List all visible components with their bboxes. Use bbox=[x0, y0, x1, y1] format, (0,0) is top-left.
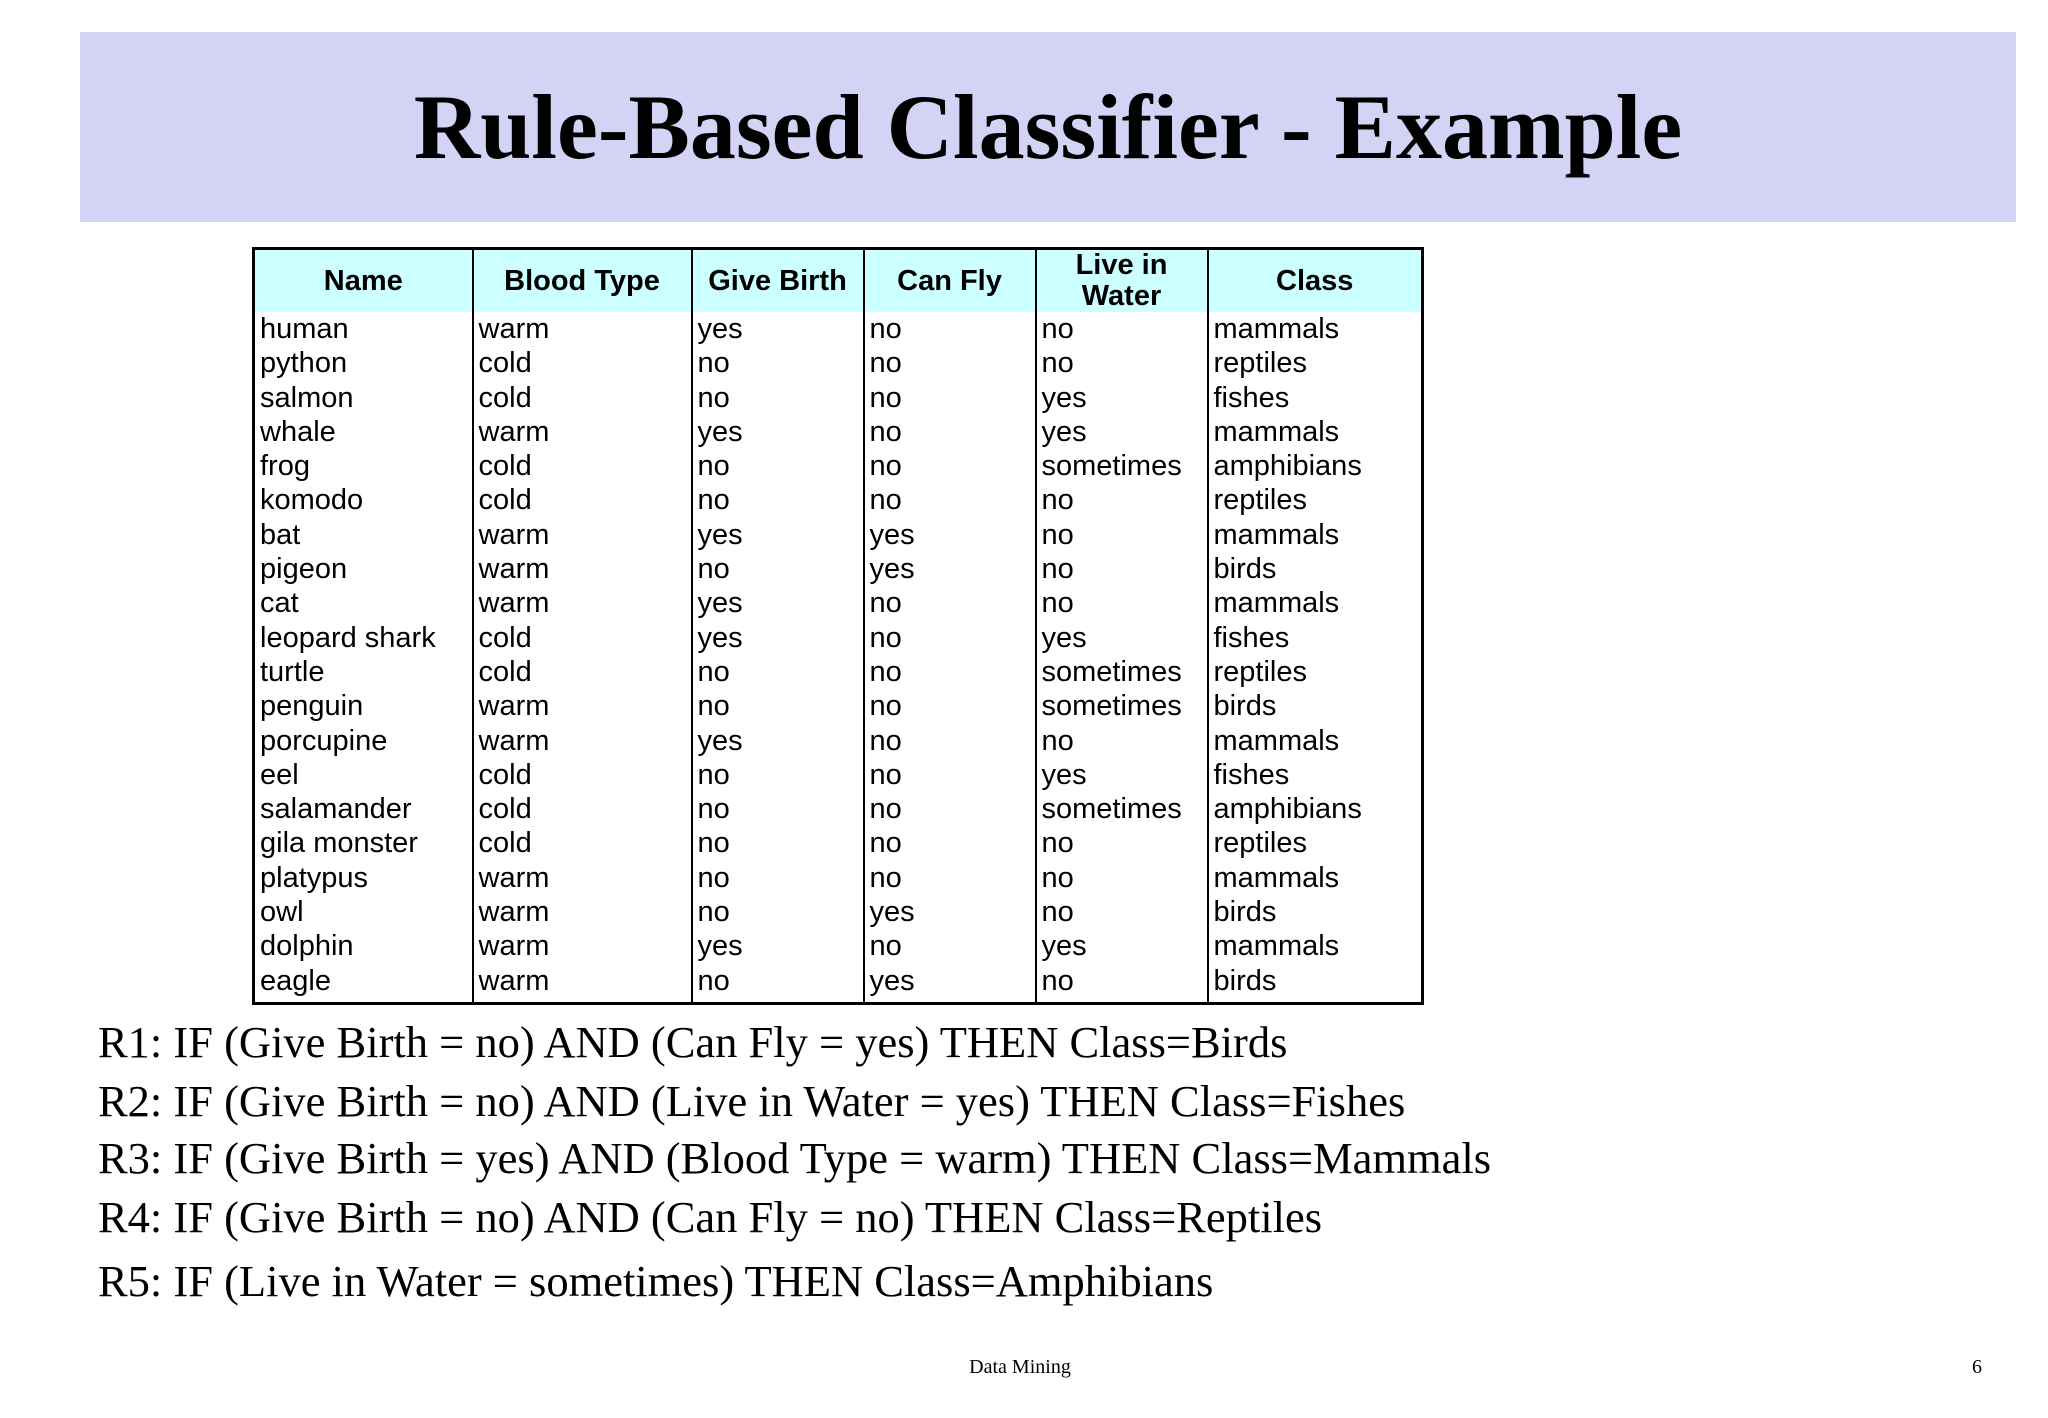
table-cell: no bbox=[1036, 964, 1208, 1004]
table-cell: yes bbox=[864, 895, 1036, 929]
table-cell: warm bbox=[473, 415, 692, 449]
table-cell: warm bbox=[473, 518, 692, 552]
table-cell: fishes bbox=[1208, 621, 1423, 655]
table-cell: no bbox=[864, 586, 1036, 620]
table-cell: cold bbox=[473, 449, 692, 483]
rule-r5: R5: IF (Live in Water = sometimes) THEN Class=Amphibians bbox=[98, 1256, 1214, 1306]
table-cell: yes bbox=[692, 586, 864, 620]
rule-r3: R3: IF (Give Birth = yes) AND (Blood Type = warm) THEN Class=Mammals bbox=[98, 1133, 1492, 1183]
table-row bbox=[254, 792, 1423, 826]
table-cell: no bbox=[1036, 552, 1208, 586]
table-row bbox=[254, 724, 1423, 758]
table-header-row bbox=[254, 249, 1423, 313]
table-row bbox=[254, 552, 1423, 586]
header-can-fly: Can Fly bbox=[864, 249, 1036, 313]
table-cell: cold bbox=[473, 655, 692, 689]
table-cell: eagle bbox=[254, 964, 473, 1004]
table-cell: salamander bbox=[254, 792, 473, 826]
table-cell: birds bbox=[1208, 964, 1423, 1004]
table-cell: yes bbox=[1036, 758, 1208, 792]
table-cell: yes bbox=[864, 552, 1036, 586]
table-cell: mammals bbox=[1208, 312, 1423, 346]
table-cell: sometimes bbox=[1036, 792, 1208, 826]
table-cell: no bbox=[864, 346, 1036, 380]
table-cell: no bbox=[864, 655, 1036, 689]
table-row bbox=[254, 381, 1423, 415]
table-cell: no bbox=[1036, 518, 1208, 552]
table-cell: yes bbox=[692, 929, 864, 963]
table-cell: fishes bbox=[1208, 381, 1423, 415]
table-row bbox=[254, 964, 1423, 1004]
header-live-in-water: Live in Water bbox=[1036, 249, 1208, 313]
table-cell: no bbox=[864, 415, 1036, 449]
table-cell: no bbox=[692, 895, 864, 929]
table-row bbox=[254, 586, 1423, 620]
table-row bbox=[254, 689, 1423, 723]
table-cell: human bbox=[254, 312, 473, 346]
table-cell: mammals bbox=[1208, 518, 1423, 552]
table-cell: cold bbox=[473, 346, 692, 380]
table-cell: warm bbox=[473, 964, 692, 1004]
table-cell: warm bbox=[473, 724, 692, 758]
table-cell: salmon bbox=[254, 381, 473, 415]
table-cell: yes bbox=[692, 621, 864, 655]
table-cell: reptiles bbox=[1208, 826, 1423, 860]
table-cell: no bbox=[864, 381, 1036, 415]
table-cell: eel bbox=[254, 758, 473, 792]
table-cell: bat bbox=[254, 518, 473, 552]
header-name: Name bbox=[254, 249, 473, 313]
table-cell: no bbox=[864, 826, 1036, 860]
table-cell: no bbox=[864, 689, 1036, 723]
table-cell: no bbox=[692, 792, 864, 826]
table-cell: warm bbox=[473, 586, 692, 620]
header-give-birth: Give Birth bbox=[692, 249, 864, 313]
table-cell: no bbox=[1036, 826, 1208, 860]
table-cell: no bbox=[864, 483, 1036, 517]
table-cell: no bbox=[692, 346, 864, 380]
table-row bbox=[254, 929, 1423, 963]
table-row bbox=[254, 895, 1423, 929]
table-cell: yes bbox=[864, 964, 1036, 1004]
table-cell: no bbox=[692, 758, 864, 792]
table-row bbox=[254, 826, 1423, 860]
table-row bbox=[254, 758, 1423, 792]
table-cell: warm bbox=[473, 689, 692, 723]
table-cell: no bbox=[692, 483, 864, 517]
page-number: 6 bbox=[1972, 1356, 1982, 1378]
table-cell: no bbox=[1036, 586, 1208, 620]
table-cell: reptiles bbox=[1208, 655, 1423, 689]
table-cell: birds bbox=[1208, 895, 1423, 929]
table-cell: porcupine bbox=[254, 724, 473, 758]
table-cell: no bbox=[1036, 312, 1208, 346]
table-cell: mammals bbox=[1208, 586, 1423, 620]
table-cell: mammals bbox=[1208, 861, 1423, 895]
table-cell: yes bbox=[692, 518, 864, 552]
table-cell: cold bbox=[473, 792, 692, 826]
header-blood-type: Blood Type bbox=[473, 249, 692, 313]
table-cell: fishes bbox=[1208, 758, 1423, 792]
table-cell: warm bbox=[473, 861, 692, 895]
footer-course-name: Data Mining bbox=[969, 1356, 1071, 1378]
table-cell: no bbox=[692, 861, 864, 895]
rule-r4: R4: IF (Give Birth = no) AND (Can Fly = no) THEN Class=Reptiles bbox=[98, 1192, 1323, 1242]
table-row bbox=[254, 346, 1423, 380]
animal-data-table bbox=[252, 247, 1424, 1005]
table-cell: no bbox=[864, 621, 1036, 655]
table-row bbox=[254, 449, 1423, 483]
table-cell: python bbox=[254, 346, 473, 380]
table-cell: cold bbox=[473, 758, 692, 792]
header-class: Class bbox=[1208, 249, 1423, 313]
table-cell: komodo bbox=[254, 483, 473, 517]
title-band bbox=[80, 32, 2016, 222]
table-row bbox=[254, 518, 1423, 552]
table-cell: cat bbox=[254, 586, 473, 620]
table-cell: leopard shark bbox=[254, 621, 473, 655]
table-cell: no bbox=[1036, 895, 1208, 929]
table-cell: sometimes bbox=[1036, 655, 1208, 689]
table-cell: no bbox=[692, 655, 864, 689]
table-row bbox=[254, 483, 1423, 517]
table-cell: yes bbox=[864, 518, 1036, 552]
table-cell: no bbox=[864, 861, 1036, 895]
table-cell: amphibians bbox=[1208, 449, 1423, 483]
table-cell: yes bbox=[692, 312, 864, 346]
table-cell: cold bbox=[473, 483, 692, 517]
table-row bbox=[254, 861, 1423, 895]
table-cell: owl bbox=[254, 895, 473, 929]
table-cell: no bbox=[1036, 483, 1208, 517]
table-row bbox=[254, 655, 1423, 689]
table-cell: yes bbox=[692, 415, 864, 449]
table-cell: yes bbox=[1036, 929, 1208, 963]
table-cell: whale bbox=[254, 415, 473, 449]
table-cell: warm bbox=[473, 552, 692, 586]
table-cell: warm bbox=[473, 929, 692, 963]
table-cell: mammals bbox=[1208, 724, 1423, 758]
table-cell: penguin bbox=[254, 689, 473, 723]
table-cell: cold bbox=[473, 826, 692, 860]
table-cell: no bbox=[864, 758, 1036, 792]
table-cell: cold bbox=[473, 381, 692, 415]
table-cell: no bbox=[1036, 346, 1208, 380]
table-cell: dolphin bbox=[254, 929, 473, 963]
table-cell: no bbox=[692, 826, 864, 860]
table-body bbox=[254, 312, 1423, 1003]
table-cell: gila monster bbox=[254, 826, 473, 860]
table-cell: no bbox=[864, 724, 1036, 758]
table-cell: no bbox=[864, 449, 1036, 483]
table-cell: sometimes bbox=[1036, 449, 1208, 483]
table-cell: birds bbox=[1208, 689, 1423, 723]
table-cell: platypus bbox=[254, 861, 473, 895]
table-cell: yes bbox=[692, 724, 864, 758]
table-cell: no bbox=[864, 792, 1036, 826]
table-cell: sometimes bbox=[1036, 689, 1208, 723]
table-cell: yes bbox=[1036, 415, 1208, 449]
table-cell: no bbox=[692, 552, 864, 586]
table-cell: yes bbox=[1036, 381, 1208, 415]
table-cell: warm bbox=[473, 312, 692, 346]
table-cell: reptiles bbox=[1208, 346, 1423, 380]
table-cell: no bbox=[1036, 861, 1208, 895]
table-cell: mammals bbox=[1208, 415, 1423, 449]
table-cell: mammals bbox=[1208, 929, 1423, 963]
table-cell: birds bbox=[1208, 552, 1423, 586]
table-row bbox=[254, 621, 1423, 655]
table-cell: warm bbox=[473, 895, 692, 929]
slide-title: Rule-Based Classifier - Example bbox=[413, 76, 1683, 178]
table-cell: no bbox=[692, 381, 864, 415]
rule-r2: R2: IF (Give Birth = no) AND (Live in Water = yes) THEN Class=Fishes bbox=[98, 1076, 1406, 1126]
table-cell: frog bbox=[254, 449, 473, 483]
table-cell: reptiles bbox=[1208, 483, 1423, 517]
table-cell: cold bbox=[473, 621, 692, 655]
table-cell: no bbox=[1036, 724, 1208, 758]
table-cell: amphibians bbox=[1208, 792, 1423, 826]
table-cell: pigeon bbox=[254, 552, 473, 586]
rule-r1: R1: IF (Give Birth = no) AND (Can Fly = yes) THEN Class=Birds bbox=[98, 1017, 1288, 1067]
table-cell: no bbox=[864, 929, 1036, 963]
table-row bbox=[254, 415, 1423, 449]
table-cell: no bbox=[692, 449, 864, 483]
table-container bbox=[252, 247, 1424, 1005]
table-cell: no bbox=[692, 964, 864, 1004]
table-row bbox=[254, 312, 1423, 346]
table-cell: turtle bbox=[254, 655, 473, 689]
table-cell: no bbox=[692, 689, 864, 723]
table-cell: no bbox=[864, 312, 1036, 346]
table-cell: yes bbox=[1036, 621, 1208, 655]
